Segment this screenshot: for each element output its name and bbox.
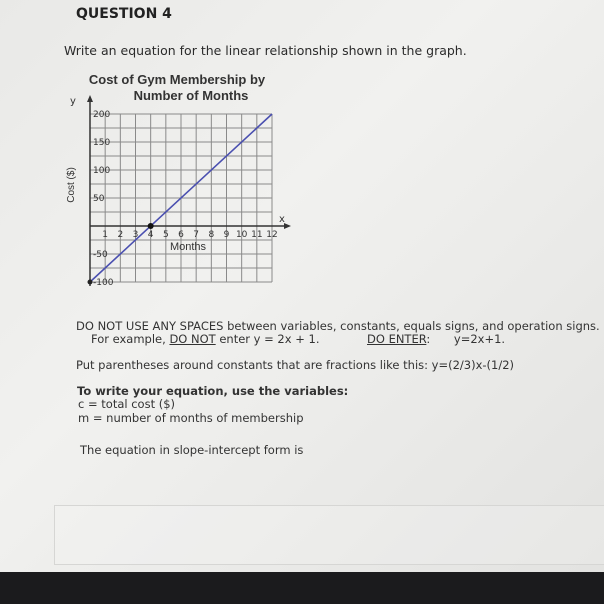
x-tick-label: 9: [223, 230, 230, 240]
x-tick-label: 7: [193, 230, 200, 240]
slope-intercept-prompt: The equation in slope-intercept form is: [80, 443, 304, 457]
y-tick-label: -100: [93, 278, 114, 288]
chart-marks: [88, 114, 273, 285]
example-line: [91, 332, 319, 346]
question-title: QUESTION 4: [76, 6, 172, 22]
do-enter-colon: :: [426, 332, 431, 346]
do-not-label: DO NOT: [169, 332, 216, 346]
x-axis-arrow-icon: [284, 223, 291, 229]
chart-title-line2: Number of Months: [133, 88, 249, 103]
line-endpoint: [88, 280, 93, 285]
y-axis-label: Cost ($): [66, 167, 77, 203]
do-enter-label: DO ENTER: [367, 332, 427, 346]
x-axis-letter: x: [279, 214, 285, 225]
bad-example: enter y = 2x + 1.: [219, 332, 320, 346]
no-spaces-instruction: DO NOT USE ANY SPACES between variables, constants, equals signs, and operation signs.: [76, 319, 600, 333]
y-tick-label: 150: [93, 138, 111, 148]
x-tick-label: 8: [208, 230, 215, 240]
question-prompt: Write an equation for the linear relationship shown in the graph.: [64, 43, 467, 58]
y-axis-letter: y: [70, 96, 76, 107]
example-prefix: For example,: [91, 332, 166, 346]
y-axis-arrow-icon: [87, 95, 93, 102]
x-tick-label: 12: [266, 230, 278, 240]
x-tick-label: 10: [235, 230, 248, 240]
x-tick-label: 6: [178, 230, 184, 240]
x-axis-label: Months: [169, 241, 207, 253]
variables-heading: To write your equation, use the variables:: [77, 384, 349, 398]
answer-input[interactable]: [54, 505, 604, 565]
y-tick-label: -50: [93, 250, 108, 260]
variable-c: c = total cost ($): [78, 397, 176, 411]
x-tick-label: 2: [117, 230, 124, 240]
y-tick-label: 200: [93, 110, 111, 120]
monitor-bezel: [0, 572, 604, 604]
x-tick-label: 1: [102, 230, 109, 240]
y-tick-label: 100: [93, 166, 111, 176]
variable-m: m = number of months of membership: [78, 411, 304, 425]
x-tick-label: 3: [132, 230, 139, 240]
y-tick-label: 50: [93, 194, 105, 204]
x-tick-label: 4: [147, 230, 154, 240]
chart-title-line1: Cost of Gym Membership by: [88, 72, 266, 87]
fraction-instruction: Put parentheses around constants that are fractions like this: y=(2/3)x-(1/2): [76, 358, 515, 372]
do-enter-line: [367, 332, 505, 346]
x-tick-label: 5: [162, 230, 169, 240]
good-example: y=2x+1.: [453, 332, 506, 346]
data-point: [148, 223, 154, 229]
x-tick-label: 11: [251, 230, 263, 240]
